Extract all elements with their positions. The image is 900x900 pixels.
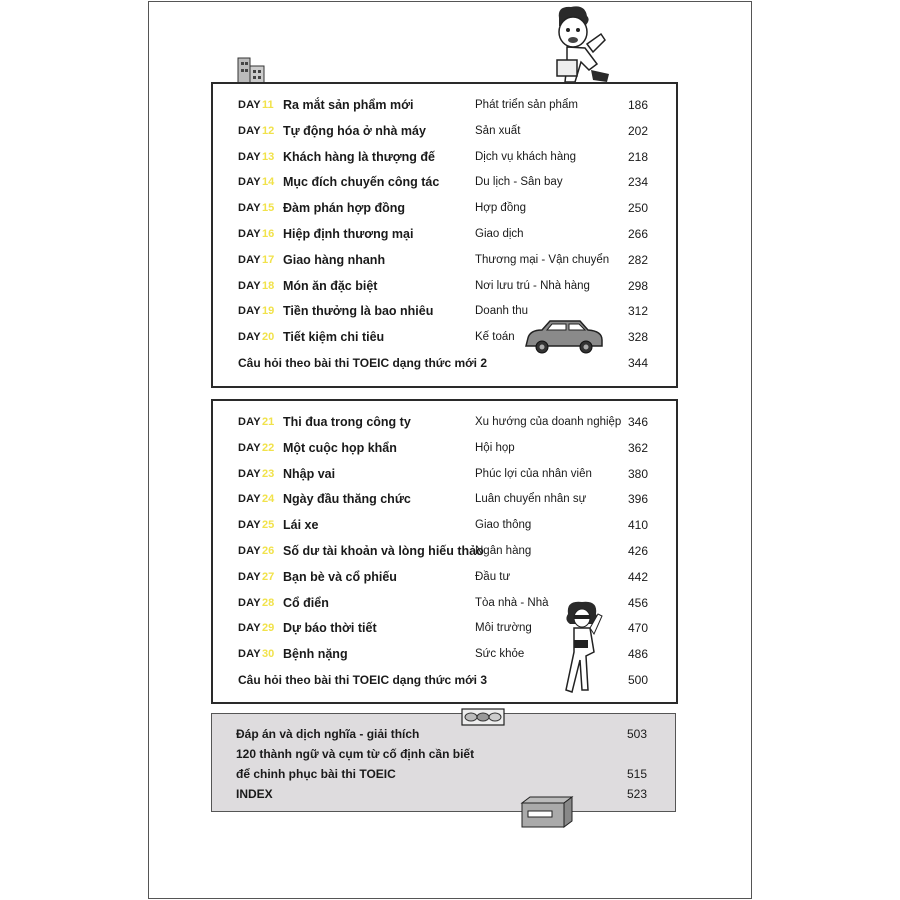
- day-label: DAY: [238, 228, 261, 240]
- day-label: DAY: [238, 150, 261, 163]
- toc-page: 503: [626, 727, 647, 741]
- lesson-category: Hội họp: [475, 441, 515, 454]
- car-illustration: [522, 318, 606, 356]
- page-number: 186: [627, 98, 648, 112]
- lesson-title: Khách hàng là thượng đế: [283, 149, 435, 164]
- day-number: 29: [262, 622, 275, 635]
- day-number: 13: [262, 150, 275, 163]
- running-man-illustration: [545, 4, 625, 86]
- lesson-category: Hợp đồng: [475, 202, 527, 215]
- day-label: DAY: [238, 570, 261, 583]
- day-label: DAY: [238, 467, 261, 480]
- day-number: 27: [262, 570, 275, 583]
- page-number: 396: [627, 492, 648, 507]
- toc-row-day-23[interactable]: [213, 464, 676, 484]
- day-label: DAY: [238, 331, 261, 344]
- day-number: 23: [262, 467, 275, 480]
- day-number: 11: [262, 99, 274, 111]
- day-number: 24: [262, 493, 275, 506]
- lesson-title: Món ăn đặc biệt: [283, 278, 378, 293]
- page-number: 218: [627, 149, 648, 164]
- day-label: DAY: [238, 648, 261, 661]
- page-number: 346: [627, 415, 648, 429]
- toc-section-appendix: [211, 713, 676, 812]
- lesson-category: Luân chuyển nhân sự: [475, 493, 587, 506]
- day-number: 26: [262, 545, 275, 557]
- toc-row-day-25[interactable]: [213, 515, 676, 535]
- day-number: 15: [262, 202, 275, 215]
- toc-title: INDEX: [236, 787, 273, 801]
- lesson-title: Hiệp định thương mại: [283, 227, 414, 241]
- lesson-title: Cổ điển: [283, 595, 329, 610]
- lesson-title: Tiền thưởng là bao nhiêu: [283, 304, 434, 319]
- toc-row-day-16[interactable]: [213, 224, 676, 244]
- day-number: 20: [262, 331, 275, 344]
- page-number: 442: [627, 569, 648, 584]
- woman-illustration: [560, 600, 610, 698]
- toc-row-index[interactable]: [212, 784, 675, 804]
- lesson-category: Môi trường: [475, 622, 532, 635]
- day-label: DAY: [238, 124, 261, 137]
- lesson-category: Dịch vụ khách hàng: [475, 150, 577, 163]
- lesson-category: Ngân hàng: [475, 545, 532, 557]
- toc-row-idioms-line1[interactable]: [212, 744, 675, 764]
- lesson-title: Mục đích chuyến công tác: [283, 175, 440, 190]
- toc-row-day-15[interactable]: [213, 198, 676, 218]
- page-number: 344: [627, 356, 648, 370]
- lesson-category: Sản xuất: [475, 124, 521, 137]
- toc-row-day-13[interactable]: [213, 147, 676, 167]
- page-number: 202: [627, 123, 648, 138]
- lesson-category: Phát triển sản phẩm: [475, 99, 578, 111]
- page-number: 380: [627, 466, 648, 481]
- toc-page: 523: [626, 787, 647, 801]
- page-number: 266: [627, 227, 648, 241]
- lesson-category: Thương mại - Vận chuyển: [475, 253, 610, 266]
- toc-row-day-22[interactable]: [213, 438, 676, 458]
- lesson-title: Nhập vai: [283, 466, 336, 481]
- lesson-category: Doanh thu: [475, 305, 529, 318]
- page-number: 298: [627, 278, 648, 293]
- toc-title: để chinh phục bài thi TOEIC: [236, 767, 396, 781]
- day-number: 28: [262, 596, 275, 609]
- day-number: 21: [262, 416, 275, 428]
- lesson-category: Nơi lưu trú - Nhà hàng: [475, 279, 590, 292]
- day-label: DAY: [238, 441, 261, 454]
- toc-row-day-14[interactable]: [213, 172, 676, 192]
- lesson-category: Giao dịch: [475, 228, 524, 240]
- lesson-category: Phúc lợi của nhân viên: [475, 467, 592, 480]
- lesson-title: Dự báo thời tiết: [283, 621, 377, 636]
- day-label: DAY: [238, 519, 261, 532]
- toc-title: Đáp án và dịch nghĩa - giải thích: [236, 727, 420, 741]
- toc-page: 515: [626, 767, 647, 781]
- page-number: 250: [627, 201, 648, 216]
- lesson-category: Đầu tư: [475, 570, 511, 583]
- lesson-title: Bạn bè và cổ phiếu: [283, 569, 397, 584]
- practice-test-title: Câu hỏi theo bài thi TOEIC dạng thức mới 2: [238, 356, 488, 370]
- food-tray-illustration: [461, 705, 505, 727]
- day-number: 16: [262, 228, 275, 240]
- toc-title: 120 thành ngữ và cụm từ cố định cần biết: [236, 747, 475, 761]
- day-number: 25: [262, 519, 275, 532]
- toc-row-day-27[interactable]: [213, 567, 676, 587]
- toc-row-idioms-line2[interactable]: [212, 764, 675, 784]
- building-icon: [236, 54, 268, 84]
- toc-row-day-11[interactable]: [213, 95, 676, 115]
- lesson-title: Thi đua trong công ty: [283, 415, 411, 429]
- day-number: 19: [262, 305, 275, 318]
- day-label: DAY: [238, 176, 261, 189]
- lesson-category: Xu hướng của doanh nghiệp: [475, 416, 622, 428]
- toc-row-practice-test[interactable]: [213, 353, 676, 373]
- lesson-category: Du lịch - Sân bay: [475, 176, 563, 189]
- lesson-title: Tiết kiệm chi tiêu: [283, 330, 385, 345]
- toc-row-day-21[interactable]: [213, 412, 676, 432]
- day-number: 18: [262, 279, 275, 292]
- day-label: DAY: [238, 545, 261, 557]
- day-number: 22: [262, 441, 275, 454]
- day-number: 30: [262, 648, 275, 661]
- day-label: DAY: [238, 596, 261, 609]
- lesson-category: Kế toán: [475, 331, 515, 344]
- day-label: DAY: [238, 622, 261, 635]
- day-label: DAY: [238, 99, 261, 111]
- page-number: 470: [627, 621, 648, 636]
- lesson-title: Ngày đầu thăng chức: [283, 492, 411, 507]
- lesson-title: Đàm phán hợp đồng: [283, 201, 406, 216]
- page-number: 426: [627, 544, 648, 558]
- toc-row-day-20[interactable]: [213, 327, 676, 347]
- lesson-title: Số dư tài khoản và lòng hiếu thảo: [283, 544, 484, 558]
- page-number: 500: [627, 673, 648, 687]
- page-number: 456: [627, 595, 648, 610]
- page-number: 486: [627, 647, 648, 662]
- lesson-title: Tự động hóa ở nhà máy: [283, 123, 426, 138]
- day-number: 17: [262, 253, 275, 266]
- page-number: 282: [627, 252, 648, 267]
- toc-row-day-24[interactable]: [213, 489, 676, 509]
- page-number: 410: [627, 518, 648, 533]
- toc-row-day-19[interactable]: [213, 301, 676, 321]
- page-number: 234: [627, 175, 648, 190]
- day-number: 12: [262, 124, 275, 137]
- toc-row-answers[interactable]: [212, 724, 675, 744]
- day-number: 14: [262, 176, 275, 189]
- lesson-title: Lái xe: [283, 518, 319, 533]
- day-label: DAY: [238, 202, 261, 215]
- toc-section-days-11-20: [211, 82, 678, 388]
- cardboard-box-illustration: [518, 795, 574, 829]
- day-label: DAY: [238, 493, 261, 506]
- toc-row-day-12[interactable]: [213, 121, 676, 141]
- toc-row-day-17[interactable]: [213, 250, 676, 270]
- lesson-category: Tòa nhà - Nhà: [475, 596, 549, 609]
- day-label: DAY: [238, 253, 261, 266]
- lesson-category: Sức khỏe: [475, 648, 525, 661]
- lesson-title: Một cuộc họp khẩn: [283, 440, 397, 455]
- toc-row-day-18[interactable]: [213, 276, 676, 296]
- page-number: 312: [627, 304, 648, 319]
- day-label: DAY: [238, 305, 261, 318]
- page-number: 328: [627, 330, 648, 345]
- page-number: 362: [627, 440, 648, 455]
- lesson-category: Giao thông: [475, 519, 532, 532]
- toc-row-day-26[interactable]: [213, 541, 676, 561]
- lesson-title: Bệnh nặng: [283, 647, 348, 662]
- lesson-title: Ra mắt sản phẩm mới: [283, 98, 414, 112]
- practice-test-title: Câu hỏi theo bài thi TOEIC dạng thức mới 3: [238, 673, 488, 687]
- day-label: DAY: [238, 416, 261, 428]
- day-label: DAY: [238, 279, 261, 292]
- lesson-title: Giao hàng nhanh: [283, 252, 386, 267]
